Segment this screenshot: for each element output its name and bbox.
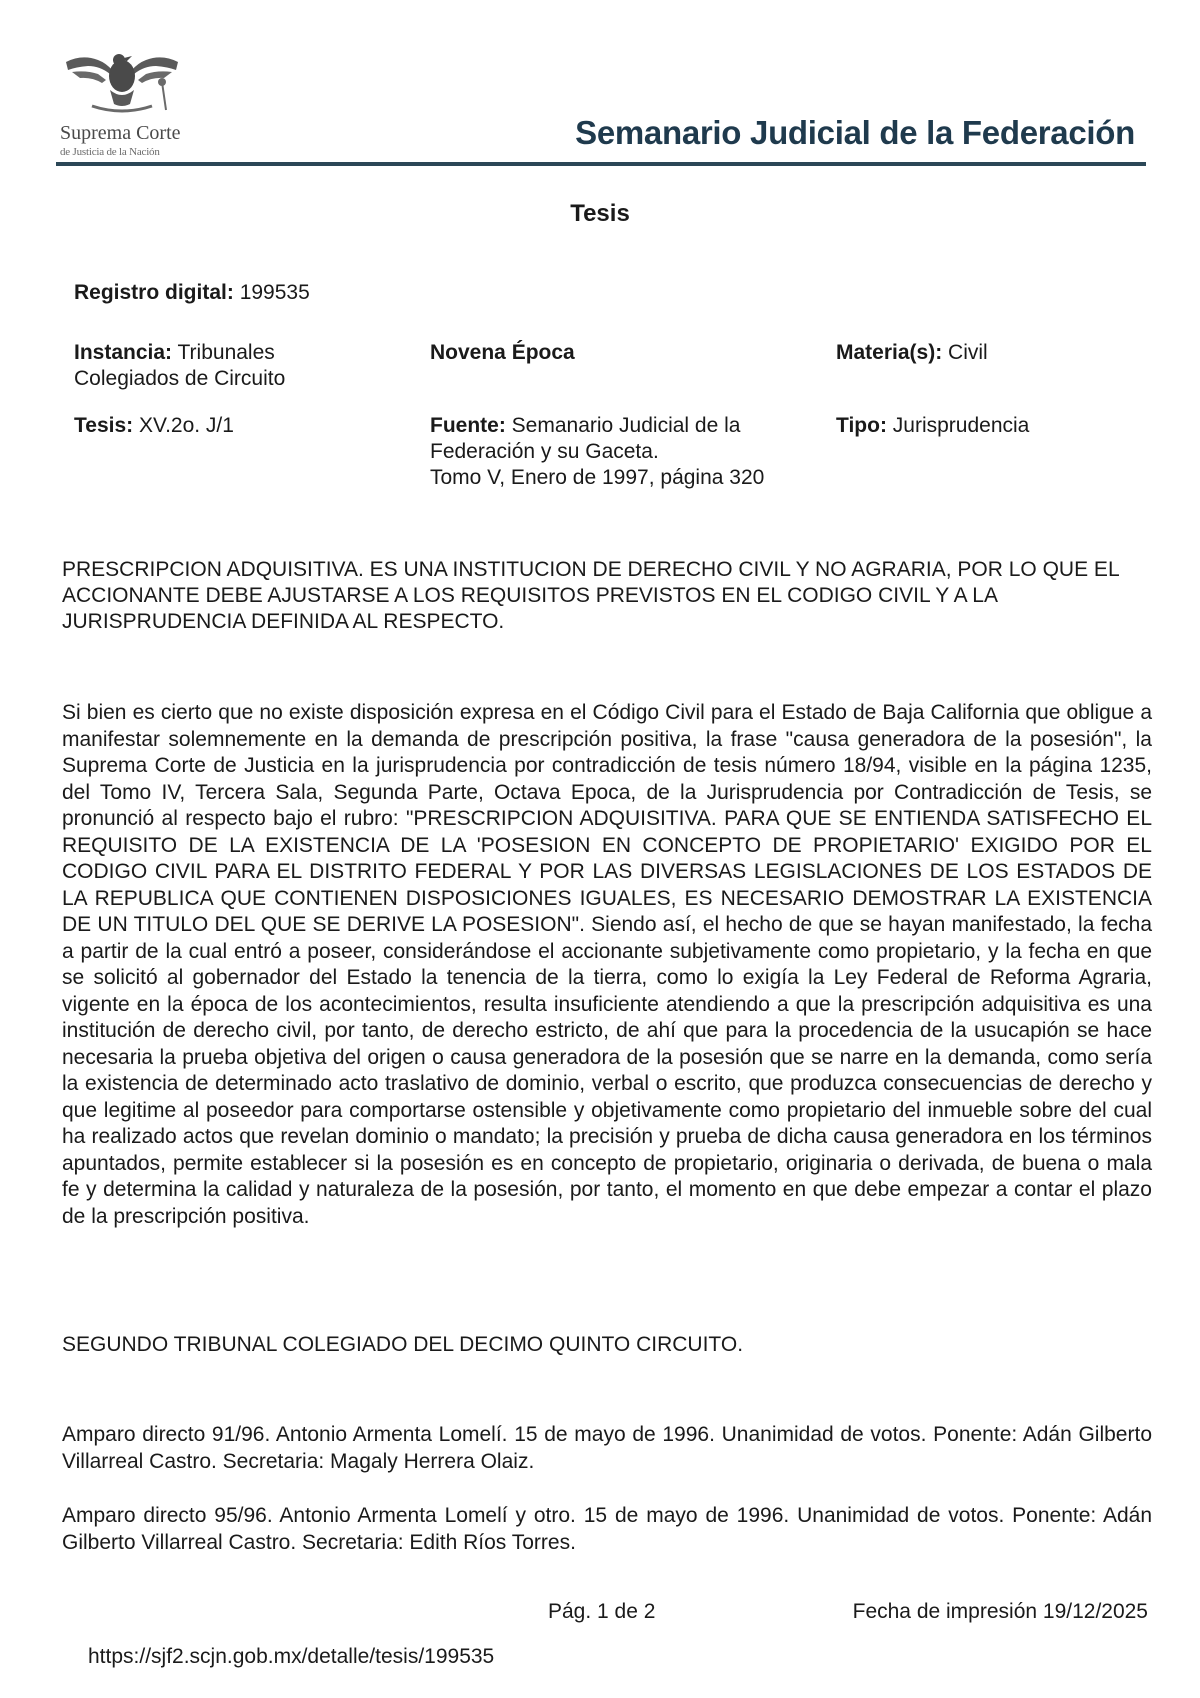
eagle-emblem-icon [62, 52, 182, 118]
header-title: Semanario Judicial de la Federación [575, 114, 1135, 151]
instancia-value: Tribunales Colegiados de Circuito [74, 341, 286, 390]
precedent-item: Amparo directo 91/96. Antonio Armenta Lomelí. 15 de mayo de 1996. Unanimidad de votos. Ponente: Adán Gilberto Villarreal Castro. Secretaria: Magaly Herrera Olaiz. [62, 1423, 1152, 1473]
registro-value: 199535 [239, 281, 310, 304]
header-divider [56, 162, 1146, 166]
page-number: Pág. 1 de 2 [548, 1600, 656, 1623]
scjn-logo [56, 52, 196, 164]
epoca-value: Novena Época [430, 341, 575, 364]
meta-registro [74, 280, 474, 306]
print-date: Fecha de impresión 19/12/2025 [852, 1600, 1148, 1623]
logo-subtitle: de Justicia de la Nación [60, 146, 160, 158]
meta-epoca [430, 340, 810, 366]
tesis-label: Tesis: [74, 414, 134, 437]
logo-name: Suprema Corte [60, 122, 181, 144]
doc-type-heading: Tesis [570, 200, 630, 227]
fuente-value: Semanario Judicial de la Federación y su Gaceta. [430, 414, 741, 463]
precedent-item: Amparo directo 95/96. Antonio Armenta Lomelí y otro. 15 de mayo de 1996. Unanimidad de votos. Ponente: Adán Gilberto Villarreal Castro. Secretaria: Edith Ríos Torres. [62, 1504, 1152, 1554]
fuente-label: Fuente: [430, 414, 506, 437]
materia-value: Civil [948, 341, 988, 364]
tipo-value: Jurisprudencia [892, 414, 1030, 437]
meta-materia [836, 340, 1136, 366]
meta-fuente [430, 413, 830, 491]
meta-instancia [74, 340, 354, 392]
tesis-value: XV.2o. J/1 [138, 414, 234, 437]
meta-tesis [74, 413, 404, 439]
fuente-location: Tomo V, Enero de 1997, página 320 [430, 466, 765, 489]
materia-label: Materia(s): [836, 341, 943, 364]
tipo-label: Tipo: [836, 414, 887, 437]
tesis-rubro: PRESCRIPCION ADQUISITIVA. ES UNA INSTITUCION DE DERECHO CIVIL Y NO AGRARIA, POR LO QUE EL ACCIONANTE DEBE AJUSTARSE A LOS REQUISITOS PREVISTOS EN EL CODIGO CIVIL Y A LA JURISPRUDENCIA DEFINIDA AL RESPECTO. [62, 558, 1119, 633]
court-name: SEGUNDO TRIBUNAL COLEGIADO DEL DECIMO QUINTO CIRCUITO. [62, 1333, 744, 1356]
tesis-body: Si bien es cierto que no existe disposición expresa en el Código Civil para el Estado de Baja California que obligue a manifestar solemnemente en la demanda de prescripción positiva, la frase "causa generadora de la posesión", la Suprema Corte de Justicia en la jurisprudencia por contradicción de tesis número 18/94, visible en la página 1235, del Tomo IV, Tercera Sala, Segunda Parte, Octava Epoca, de la Jurisprudencia por Contradicción de Tesis, se pronunció al respecto bajo el rubro: "PRESCRIPCION ADQUISITIVA. PARA QUE SE ENTIENDA SATISFECHO EL REQUISITO DE LA EXISTENCIA DE LA 'POSESION EN CONCEPTO DE PROPIETARIO' EXIGIDO POR EL CODIGO CIVIL PARA EL DISTRITO FEDERAL Y POR LAS DIVERSAS LEGISLACIONES DE LOS ESTADOS DE LA REPUBLICA QUE CONTIENEN DISPOSICIONES IGUALES, ES NECESARIO DEMOSTRAR LA EXISTENCIA DE UN TITULO DEL QUE SE DERIVE LA POSESION". Siendo así, el hecho de que se hayan manifestado, la fecha a partir de la cual entró a poseer, considerándose el accionante subjetivamente como propietario, y la fecha en que se solicitó al gobernador del Estado la tenencia de la tierra, como lo exigía la Ley Federal de Reforma Agraria, vigente en la época de los acontecimientos, resulta insuficiente atendiendo a que la prescripción adquisitiva es una institución de derecho civil, por tanto, de derecho estricto, de ahí que para la procedencia de la usucapión se hace necesaria la prueba objetiva del origen o causa generadora de la posesión que se narre en la demanda, como sería la existencia de determinado acto traslativo de dominio, verbal o escrito, que produzca consecuencias de derecho y que legitime al poseedor para comportarse ostensible y objetivamente como propietario del inmueble sobre del cual ha realizado actos que revelan dominio o mandato; la precisión y prueba de dicha causa generadora en los términos apuntados, permite establecer si la posesión es en concepto de propietario, originaria o derivada, de buena o mala fe y determina la calidad y naturaleza de la posesión, por tanto, el momento en que debe empezar a contar el plazo de la prescripción positiva. [62, 701, 1152, 1228]
meta-tipo [836, 413, 1156, 439]
source-url[interactable]: https://sjf2.scjn.gob.mx/detalle/tesis/199535 [88, 1645, 495, 1668]
instancia-label: Instancia: [74, 341, 173, 364]
registro-label: Registro digital: [74, 281, 234, 304]
